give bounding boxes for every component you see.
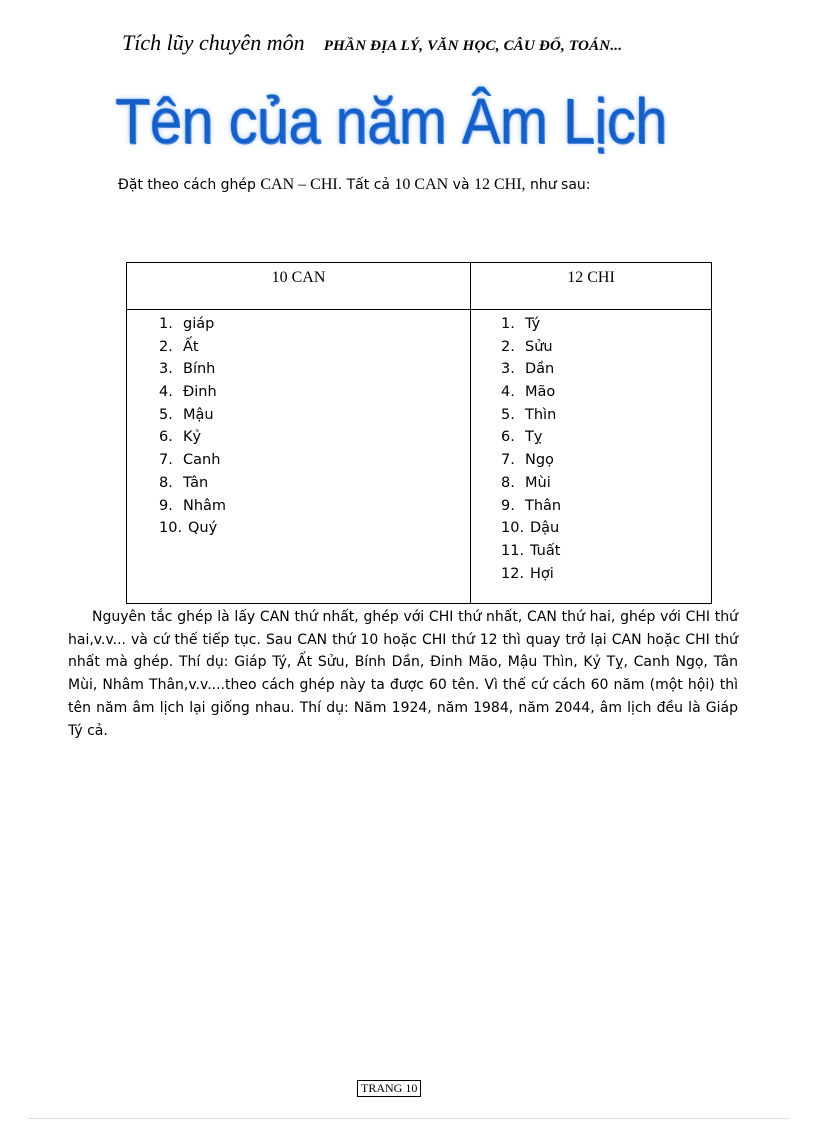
can-column-header: 10 CAN xyxy=(271,269,326,286)
intro-10-can: 10 CAN xyxy=(394,176,449,193)
chi-column-header: 12 CHI xyxy=(567,269,615,286)
chi-item: 11. Tuất xyxy=(501,542,561,559)
page-header xyxy=(122,30,622,56)
chi-item: 12. Hợi xyxy=(501,565,554,582)
can-item: 1. giáp xyxy=(159,316,215,332)
chi-item: 9. Thân xyxy=(501,497,562,514)
can-list xyxy=(159,313,226,540)
intro-text-3: và xyxy=(448,177,474,193)
can-item: 7. Canh xyxy=(159,452,221,469)
can-item: 4. Đinh xyxy=(159,384,217,401)
intro-line xyxy=(118,176,591,194)
header-subject: Tích lũy chuyên môn xyxy=(122,30,305,55)
intro-can-chi: CAN – CHI xyxy=(260,176,338,193)
intro-12-chi: 12 CHI, xyxy=(473,176,526,193)
chi-item: 3. Dần xyxy=(501,361,555,378)
table-column-divider xyxy=(470,263,471,603)
can-chi-table xyxy=(126,262,712,604)
intro-text-1: Đặt theo cách ghép xyxy=(118,177,261,193)
chi-item: 1. Tý xyxy=(501,316,541,332)
header-topics: PHẦN ĐỊA LÝ, VĂN HỌC, CÂU ĐỐ, TOÁN... xyxy=(323,38,623,54)
table-row-divider xyxy=(127,309,711,310)
intro-text-4: như sau: xyxy=(525,177,591,193)
chi-item: 2. Sửu xyxy=(501,338,553,355)
page-bottom-rule xyxy=(28,1118,788,1119)
can-item: 6. Kỷ xyxy=(159,429,202,446)
chi-item: 8. Mùi xyxy=(501,474,551,491)
chi-item: 4. Mão xyxy=(501,384,556,401)
can-item: 5. Mậu xyxy=(159,406,214,423)
chi-item: 10. Dậu xyxy=(501,520,560,537)
chi-list xyxy=(501,313,561,585)
chi-item: 7. Ngọ xyxy=(501,452,554,469)
can-item: 9. Nhâm xyxy=(159,497,227,514)
page-number: TRANG 10 xyxy=(357,1080,421,1097)
chi-item: 5. Thìn xyxy=(501,406,557,423)
can-item: 8. Tân xyxy=(159,474,209,491)
can-item: 10. Quý xyxy=(159,520,218,537)
body-paragraph: Nguyên tắc ghép là lấy CAN thứ nhất, ghép với CHI thứ nhất, CAN thứ hai, ghép với CHI thứ hai,v.v... và cứ thế tiếp tục. Sau CAN thứ 10 hoặc CHI thứ 12 thì quay trở lại CAN hoặc CHI thứ nhất mà ghép. Thí dụ: Giáp Tý, Ất Sửu, Bính Dần, Đinh Mão, Mậu Thìn, Kỷ Tỵ, Canh Ngọ, Tân Mùi, Nhâm Thân,v.v....theo cách ghép này ta được 60 tên. Vì thế cứ cách 60 năm (một hội) thì tên năm âm lịch lại giống nhau. Thí dụ: Năm 1924, năm 1984, năm 2044, âm lịch đều là Giáp Tý cả. xyxy=(68,609,738,739)
chi-item: 6. Tỵ xyxy=(501,429,543,446)
can-item: 3. Bính xyxy=(159,361,216,378)
page-title: Tên của năm Âm Lịch xyxy=(115,85,667,157)
intro-text-2: . Tất cả xyxy=(337,177,395,193)
can-item: 2. Ất xyxy=(159,338,199,355)
